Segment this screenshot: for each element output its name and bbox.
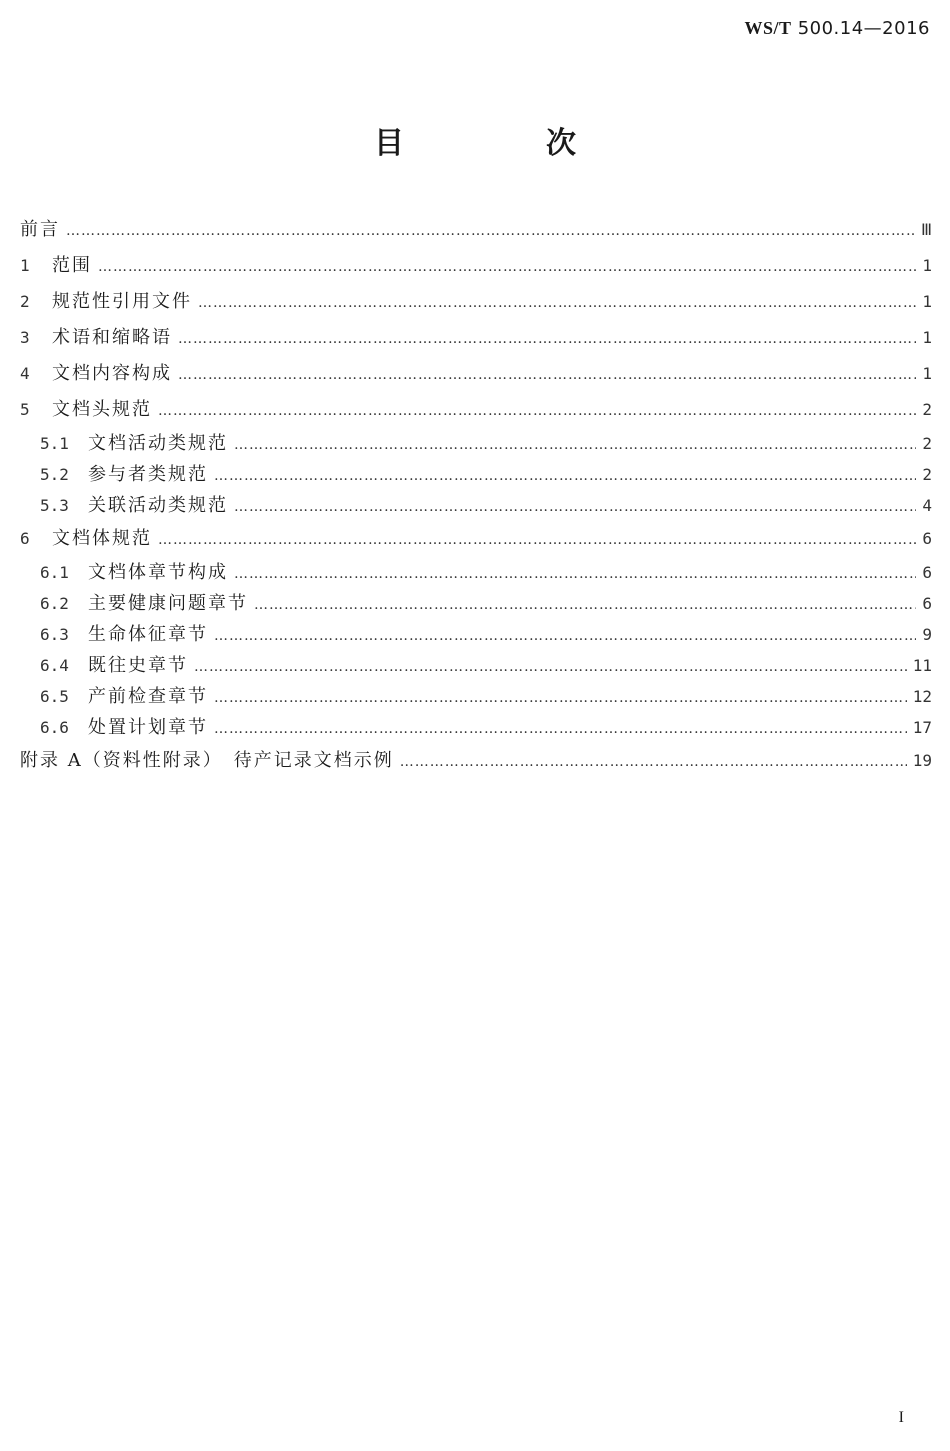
toc-entry-5-2[interactable] (20, 459, 932, 490)
toc-entry-number: 6.2 (40, 594, 69, 613)
toc-leader-dots (214, 714, 907, 745)
toc-entry-page: 1 (922, 364, 932, 383)
toc-leader-dots (198, 285, 916, 321)
toc-entry-page: 17 (912, 718, 932, 737)
toc-entry-label: 处置计划章节 (88, 717, 208, 738)
toc-entry-6-4[interactable] (20, 650, 932, 681)
toc-entry-number: 6.6 (40, 718, 69, 737)
toc-entry-label: 产前检查章节 (88, 686, 208, 707)
toc-entry-label: 文档体规范 (52, 528, 152, 549)
toc-entry-label: 文档活动类规范 (88, 433, 228, 454)
toc-leader-dots (234, 492, 916, 523)
toc-entry-number: 5.3 (40, 496, 69, 515)
toc-entry-label: 文档体章节构成 (88, 562, 228, 583)
toc-entry-foreword[interactable] (20, 212, 932, 248)
toc-entry-page: 6 (922, 529, 932, 548)
toc-entry-4[interactable] (20, 356, 932, 392)
toc-entry-6-5[interactable] (20, 681, 932, 712)
toc-entry-page: 1 (922, 256, 932, 275)
toc-leader-dots (98, 249, 916, 285)
toc-entry-page: 1 (922, 328, 932, 347)
toc-leader-dots (234, 559, 916, 590)
toc-entry-appendix-a[interactable] (20, 743, 932, 779)
toc-entry-6-2[interactable] (20, 588, 932, 619)
toc-entry-label: 术语和缩略语 (52, 327, 172, 348)
toc-entry-6-1[interactable] (20, 557, 932, 588)
table-of-contents (20, 212, 932, 779)
standard-code-number: 500.14—2016 (797, 18, 930, 39)
toc-entry-6-3[interactable] (20, 619, 932, 650)
toc-entry-number: 6.1 (40, 563, 69, 582)
toc-entry-number: 6.4 (40, 656, 69, 675)
toc-entry-number: 3 (20, 328, 30, 347)
toc-entry-page: 11 (912, 656, 932, 675)
toc-entry-number: 5.2 (40, 465, 69, 484)
toc-entry-number: 1 (20, 256, 30, 275)
toc-entry-5-3[interactable] (20, 490, 932, 521)
toc-entry-page: 6 (922, 594, 932, 613)
toc-leader-dots (400, 744, 907, 780)
toc-leader-dots (158, 522, 916, 558)
toc-entry-page: 6 (922, 563, 932, 582)
toc-entry-label: 文档头规范 (52, 399, 152, 420)
standard-code (744, 18, 930, 39)
toc-entry-5-1[interactable] (20, 428, 932, 459)
toc-leader-dots (214, 621, 916, 652)
toc-entry-number: 2 (20, 292, 30, 311)
toc-entry-page: 12 (912, 687, 932, 706)
toc-entry-number: 6.5 (40, 687, 69, 706)
page-title: 目 次 (374, 126, 632, 161)
toc-leader-dots (178, 357, 916, 393)
toc-entry-5[interactable] (20, 392, 932, 428)
toc-entry-page: 9 (922, 625, 932, 644)
toc-entry-6-6[interactable] (20, 712, 932, 743)
toc-entry-label: 前言 (20, 219, 60, 240)
toc-entry-page: 2 (922, 400, 932, 419)
toc-entry-label: 参与者类规范 (88, 464, 208, 485)
toc-entry-number: 5.1 (40, 434, 69, 453)
toc-leader-dots (158, 393, 916, 429)
toc-entry-label: 规范性引用文件 (52, 291, 192, 312)
toc-leader-dots (254, 590, 916, 621)
page-number: I (898, 1409, 904, 1426)
toc-leader-dots (178, 321, 916, 357)
toc-entry-label: 生命体征章节 (88, 624, 208, 645)
toc-entry-page: 2 (922, 434, 932, 453)
toc-entry-label: 既往史章节 (88, 655, 188, 676)
toc-entry-page: Ⅲ (920, 220, 932, 239)
toc-leader-dots (214, 461, 916, 492)
toc-entry-number: 4 (20, 364, 30, 383)
toc-entry-number: 6 (20, 529, 30, 548)
toc-entry-3[interactable] (20, 320, 932, 356)
toc-entry-page: 1 (922, 292, 932, 311)
toc-entry-label: 关联活动类规范 (88, 495, 228, 516)
toc-leader-dots (194, 652, 907, 683)
toc-leader-dots (66, 213, 915, 249)
toc-entry-number: 6.3 (40, 625, 69, 644)
toc-entry-label: 文档内容构成 (52, 363, 172, 384)
toc-entry-2[interactable] (20, 284, 932, 320)
toc-entry-number: 5 (20, 400, 30, 419)
toc-entry-label: 附录 A（资料性附录） 待产记录文档示例 (20, 750, 394, 771)
toc-entry-1[interactable] (20, 248, 932, 284)
toc-entry-6[interactable] (20, 521, 932, 557)
toc-entry-page: 19 (912, 751, 932, 770)
toc-entry-label: 范围 (52, 255, 92, 276)
standard-code-prefix: WS/T (744, 18, 792, 38)
toc-entry-page: 2 (922, 465, 932, 484)
toc-leader-dots (234, 430, 916, 461)
toc-leader-dots (214, 683, 907, 714)
toc-entry-page: 4 (922, 496, 932, 515)
toc-entry-label: 主要健康问题章节 (88, 593, 248, 614)
